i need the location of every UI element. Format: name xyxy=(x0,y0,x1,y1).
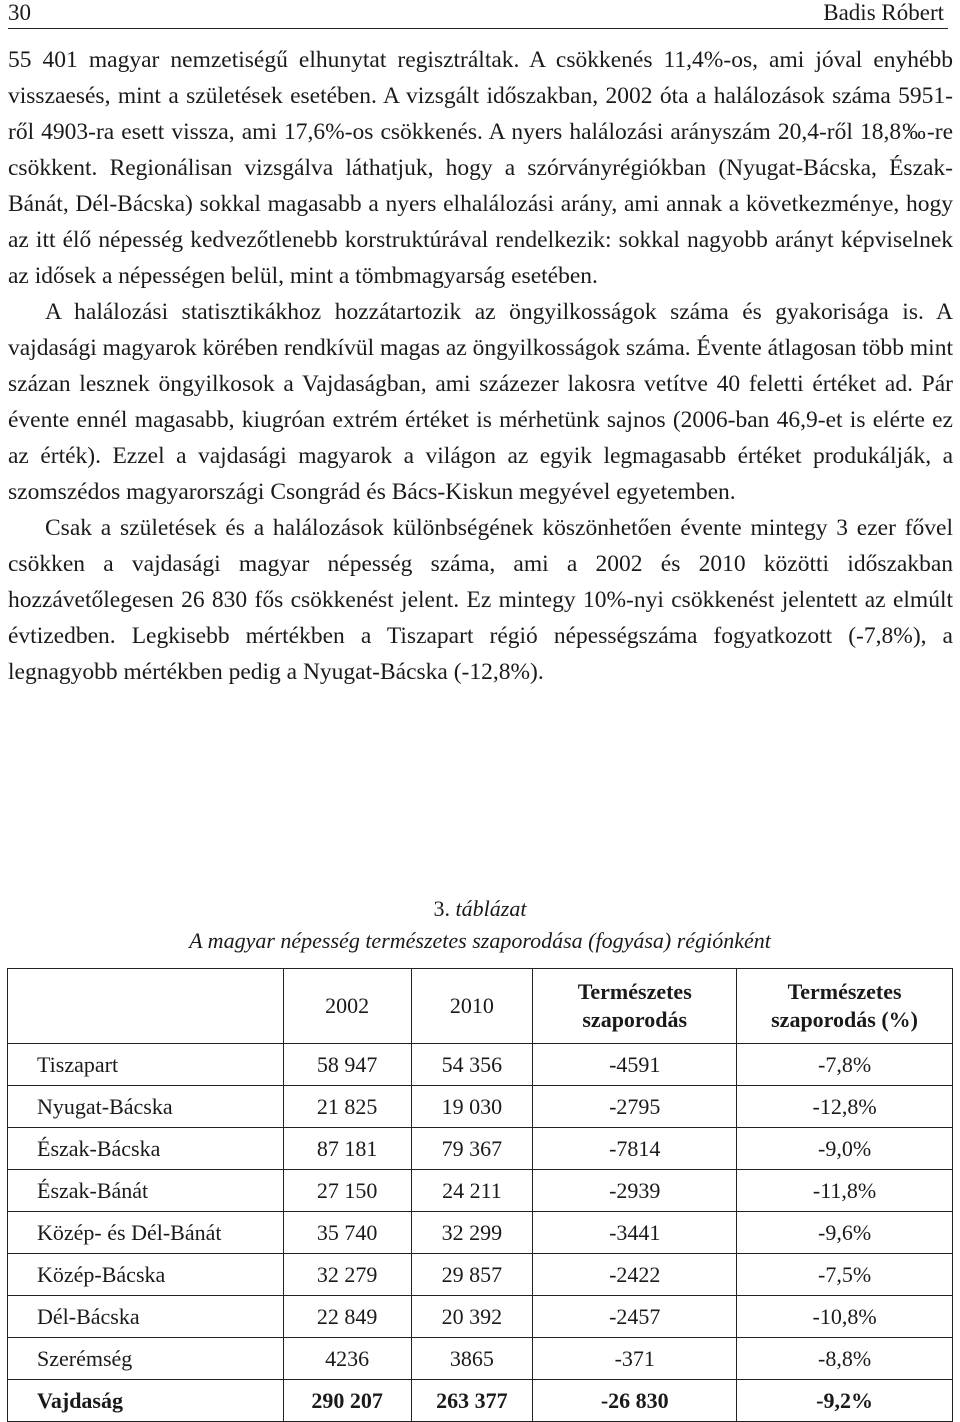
value-2010-cell: 29 857 xyxy=(411,1254,533,1296)
paragraph: 55 401 magyar nemzetiségű elhunytat regisztráltak. A csökkenés 11,4%-os, ami jóval enyhébb visszaesés, mint a születések esetében. A vizsgált időszakban, 2002 óta a halálozások száma 5951-ről 4903-ra esett vissza, ami 17,6%-os csökkenés. A nyers halálozási arányszám 20,4-ről 18,8‰-re csökkent. Regionálisan vizsgálva láthatjuk, hogy a szórványrégiókban (Nyugat-Bácska, Észak-Bánát, Dél-Bácska) sokkal magasabb a nyers elhalálozási arány, ami annak a következménye, hogy az itt élő népesség kedvezőtlenebb korstruktúrával rendelkezik: sokkal nagyobb arányt képviselnek az idősek a népességen belül, mint a tömbmagyarság esetében. xyxy=(8,47,953,289)
header-cell-natural-increase-percent: Természetes szaporodás (%) xyxy=(737,969,953,1044)
value-2002-cell: 4236 xyxy=(283,1338,411,1380)
value-2002-cell: 87 181 xyxy=(283,1128,411,1170)
header-cell-2002: 2002 xyxy=(283,969,411,1044)
region-cell: Észak-Bánát xyxy=(8,1170,284,1212)
total-region-cell: Vajdaság xyxy=(8,1380,284,1422)
natural-increase-percent-cell: -8,8% xyxy=(737,1338,953,1380)
table-number-label: 3. xyxy=(433,896,451,921)
table-row xyxy=(8,1128,953,1170)
body-text xyxy=(8,42,953,690)
value-2002-cell: 58 947 xyxy=(283,1044,411,1086)
natural-increase-percent-cell: -9,6% xyxy=(737,1212,953,1254)
header-cell-natural-increase: Természetes szaporodás xyxy=(533,969,737,1044)
value-2010-cell: 19 030 xyxy=(411,1086,533,1128)
table-row xyxy=(8,1212,953,1254)
value-2002-cell: 22 849 xyxy=(283,1296,411,1338)
natural-increase-cell: -7814 xyxy=(533,1128,737,1170)
region-cell: Szerémség xyxy=(8,1338,284,1380)
table-row xyxy=(8,1254,953,1296)
region-cell: Tiszapart xyxy=(8,1044,284,1086)
value-2010-cell: 20 392 xyxy=(411,1296,533,1338)
table-number xyxy=(0,893,960,925)
page-header xyxy=(8,0,948,29)
natural-increase-percent-cell: -11,8% xyxy=(737,1170,953,1212)
region-cell: Észak-Bácska xyxy=(8,1128,284,1170)
total-value-2002-cell: 290 207 xyxy=(283,1380,411,1422)
natural-increase-percent-cell: -7,5% xyxy=(737,1254,953,1296)
natural-increase-cell: -2422 xyxy=(533,1254,737,1296)
value-2010-cell: 32 299 xyxy=(411,1212,533,1254)
value-2010-cell: 79 367 xyxy=(411,1128,533,1170)
table-body xyxy=(8,1044,953,1422)
header-cell-region xyxy=(8,969,284,1044)
page-number: 30 xyxy=(8,0,31,25)
natural-increase-cell: -2457 xyxy=(533,1296,737,1338)
natural-increase-percent-cell: -9,0% xyxy=(737,1128,953,1170)
table-row xyxy=(8,1170,953,1212)
region-cell: Közép-Bácska xyxy=(8,1254,284,1296)
running-head-author: Badis Róbert xyxy=(823,0,944,25)
natural-increase-percent-cell: -10,8% xyxy=(737,1296,953,1338)
natural-increase-cell: -2795 xyxy=(533,1086,737,1128)
value-2002-cell: 27 150 xyxy=(283,1170,411,1212)
total-natural-increase-percent-cell: -9,2% xyxy=(737,1380,953,1422)
table-row xyxy=(8,1296,953,1338)
table-kind-label: táblázat xyxy=(455,896,527,921)
natural-increase-cell: -3441 xyxy=(533,1212,737,1254)
natural-increase-cell: -2939 xyxy=(533,1170,737,1212)
value-2010-cell: 54 356 xyxy=(411,1044,533,1086)
table-row xyxy=(8,1338,953,1380)
table-total-row xyxy=(8,1380,953,1422)
value-2002-cell: 32 279 xyxy=(283,1254,411,1296)
region-cell: Közép- és Dél-Bánát xyxy=(8,1212,284,1254)
value-2002-cell: 35 740 xyxy=(283,1212,411,1254)
total-natural-increase-cell: -26 830 xyxy=(533,1380,737,1422)
value-2002-cell: 21 825 xyxy=(283,1086,411,1128)
region-cell: Nyugat-Bácska xyxy=(8,1086,284,1128)
paragraph: A halálozási statisztikákhoz hozzátartozik az öngyilkosságok száma és gyakorisága is. A vajdasági magyarok körében rendkívül magas az öngyilkosságok száma. Évente átlagosan több mint százan lesznek öngyilkosok a Vajdaságban, ami százezer lakosra vetítve 40 feletti értéket ad. Pár évente ennél magasabb, kiugróan extrém értéket is mérhetünk sajnos (2006-ban 46,9-et is elérte ez az érték). Ezzel a vajdasági magyarok a világon az egyik legmagasabb értéket produkálják, a szomszédos magyarországi Csongrád és Bács-Kiskun megyével egyetemben. xyxy=(8,299,953,505)
paragraph: Csak a születések és a halálozások különbségének köszönhetően évente mintegy 3 ezer fővel csökken a vajdasági magyar népesség száma, ami a 2002 és 2010 közötti időszakban hozzávetőlegesen 26 830 fős csökkenést jelent. Ez mintegy 10%-nyi csökkenést jelentett az elmúlt évtizedben. Legkisebb mértékben a Tiszapart régió népességszáma fogyatkozott (-7,8%), a legnagyobb mértékben pedig a Nyugat-Bácska (-12,8%). xyxy=(8,515,953,685)
value-2010-cell: 24 211 xyxy=(411,1170,533,1212)
value-2010-cell: 3865 xyxy=(411,1338,533,1380)
total-value-2010-cell: 263 377 xyxy=(411,1380,533,1422)
header-cell-2010: 2010 xyxy=(411,969,533,1044)
population-table xyxy=(7,968,953,1422)
table-row xyxy=(8,1086,953,1128)
natural-increase-percent-cell: -12,8% xyxy=(737,1086,953,1128)
natural-increase-cell: -371 xyxy=(533,1338,737,1380)
table-row xyxy=(8,1044,953,1086)
table-title: A magyar népesség természetes szaporodása (fogyása) régiónként xyxy=(189,928,771,953)
table-caption xyxy=(0,893,960,957)
region-cell: Dél-Bácska xyxy=(8,1296,284,1338)
table-header-row xyxy=(8,969,953,1044)
natural-increase-cell: -4591 xyxy=(533,1044,737,1086)
natural-increase-percent-cell: -7,8% xyxy=(737,1044,953,1086)
